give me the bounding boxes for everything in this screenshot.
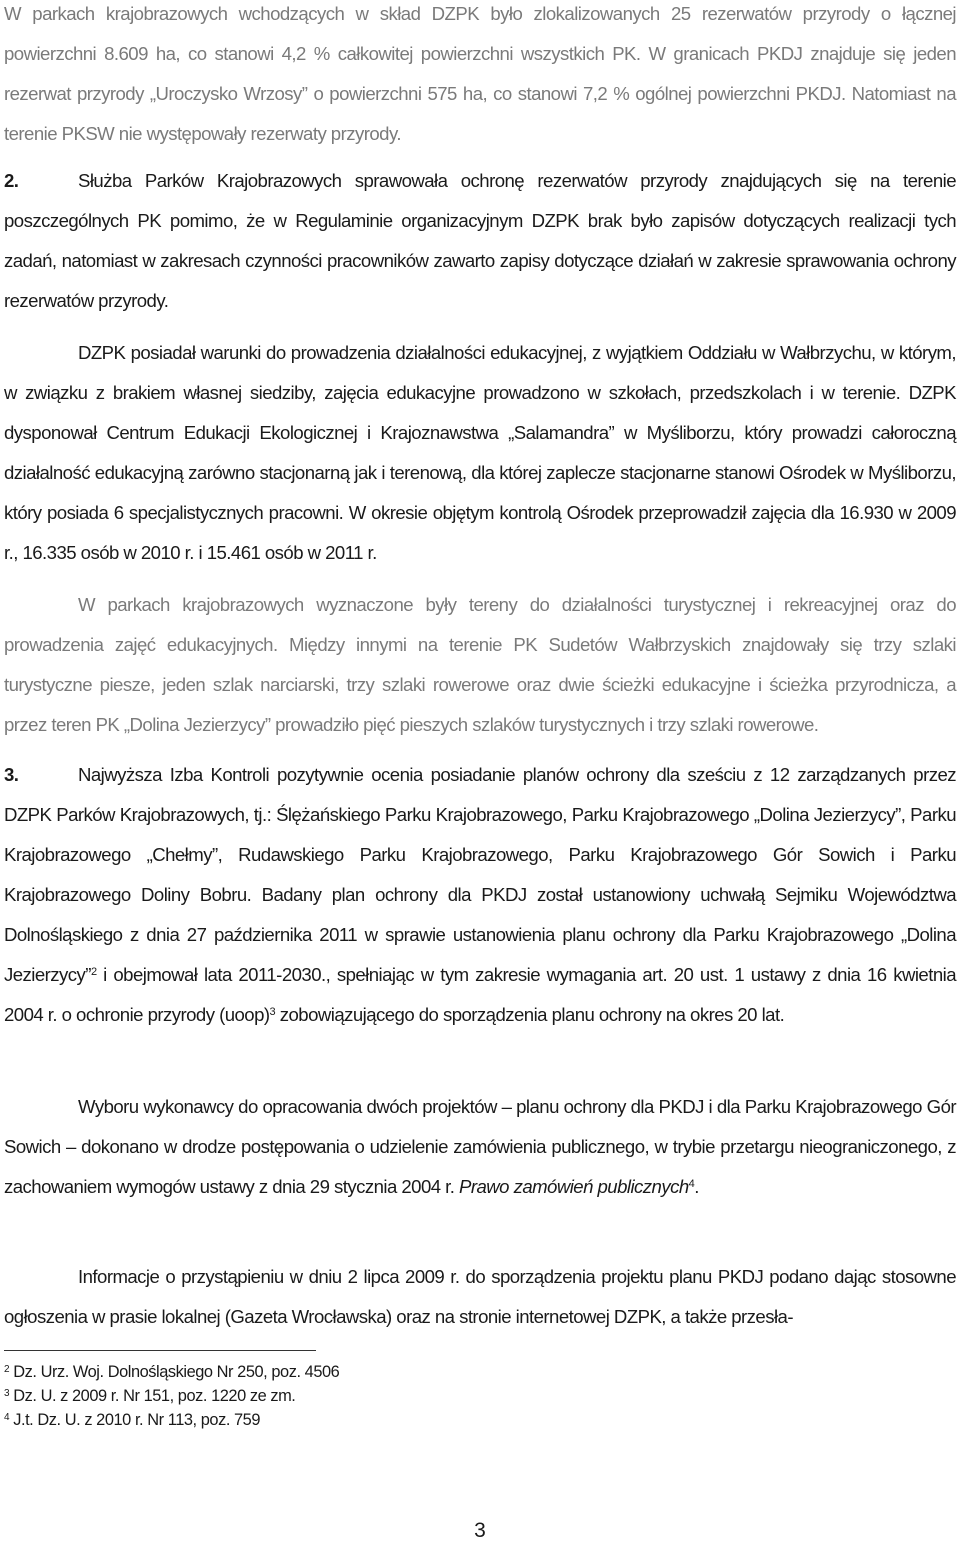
paragraph-announcement xyxy=(4,1257,956,1337)
paragraph-text: zobowiązującego do sporządzenia planu ochrony na okres 20 lat. xyxy=(275,1004,785,1025)
paragraph-text: Służba Parków Krajobrazowych sprawowała ochronę rezerwatów przyrody znajdujących się na terenie poszczególnych PK pomimo, że w Regulaminie organizacyjnym DZPK brak było zapisów dotyczących realizacji tych zadań, natomiast w zakresach czynności pracowników zawarto zapisy dotyczące działań w zakresie sprawowania ochrony rezerwatów przyrody. xyxy=(4,170,956,311)
footnote-item xyxy=(4,1360,704,1384)
paragraph-number: 3. xyxy=(4,764,19,785)
paragraph-text: Najwyższa Izba Kontroli pozytywnie ocenia posiadanie planów ochrony dla sześciu z 12 zarządzanych przez DZPK Parków Krajobrazowych, tj.: Ślężańskiego Parku Krajobrazowego, Parku Krajobrazowego „Dolina Jezierzycy”, Parku Krajobrazowego „Chełmy”, Rudawskiego Parku Krajobrazowego, Parku Krajobrazowego Gór Sowich i Parku Krajobrazowego Doliny Bobru. Badany plan ochrony dla PKDJ został ustanowiony uchwałą Sejmiku Województwa Dolnośląskiego z dnia 27 października 2011 w sprawie ustanowienia planu ochrony dla Parku Krajobrazowego „Dolina Jezierzycy” xyxy=(4,764,956,985)
law-title: Prawo zamówień publicznych xyxy=(459,1176,689,1197)
footnotes xyxy=(4,1360,704,1432)
footnote-text: Dz. U. z 2009 r. Nr 151, poz. 1220 ze zm. xyxy=(9,1387,296,1405)
page-number: 3 xyxy=(474,1519,486,1542)
footnote-item xyxy=(4,1408,704,1432)
footnote-number: 3 xyxy=(4,1388,10,1399)
footnote-separator xyxy=(4,1350,316,1351)
footnote-number: 4 xyxy=(4,1412,10,1423)
footnote-ref[interactable]: 4 xyxy=(688,1178,695,1190)
paragraph-text: . xyxy=(694,1176,699,1197)
paragraph-text: DZPK posiadał warunki do prowadzenia działalności edukacyjnej, z wyjątkiem Oddziału w Wałbrzychu, w którym, w związku z brakiem własnej siedziby, zajęcia edukacyjne prowadzono w szkołach, przedszkolach i w terenie. DZPK dysponował Centrum Edukacji Ekologicznej i Krajoznawstwa „Salamandra” w Myśliborzu, który prowadzi całoroczną działalność edukacyjną zarówno stacjonarną jak i terenową, dla której zaplecze stacjonarne stanowi Ośrodek w Myśliborzu, który posiada 6 specjalistycznych pracowni. W okresie objętym kontrolą Ośrodek przeprowadził zajęcia dla 16.930 w 2009 r., 16.335 osób w 2010 r. i 15.461 osób w 2011 r. xyxy=(4,342,956,563)
paragraph-number: 2. xyxy=(4,170,19,191)
footnote-ref[interactable]: 2 xyxy=(90,966,97,978)
footnote-ref[interactable]: 3 xyxy=(269,1006,276,1018)
paragraph-reserves xyxy=(4,0,956,154)
paragraph-tourism xyxy=(4,585,956,745)
paragraph-text: i obejmował lata 2011-2030., spełniając w tym zakresie wymagania art. 20 ust. 1 ustawy z dnia 16 kwietnia 2004 r. o ochronie przyrody (uoop) xyxy=(4,964,956,1025)
paragraph-2 xyxy=(4,161,956,321)
paragraph-text: Wyboru wykonawcy do opracowania dwóch projektów – planu ochrony dla PKDJ i dla Parku Krajobrazowego Gór Sowich – dokonano w drodze postępowania o udzielenie zamówienia publicznego, w trybie przetargu nieograniczonego, z zachowaniem wymogów ustawy z dnia 29 stycznia 2004 r. xyxy=(4,1096,956,1197)
footnote-number: 2 xyxy=(4,1364,10,1375)
paragraph-contractor xyxy=(4,1087,956,1207)
paragraph-3 xyxy=(4,755,956,1035)
paragraph-text: W parkach krajobrazowych wchodzących w skład DZPK było zlokalizowanych 25 rezerwatów przyrody o łącznej powierzchni 8.609 ha, co stanowi 4,2 % całkowitej powierzchni wszystkich PK. W granicach PKDJ znajduje się jeden rezerwat przyrody „Uroczysko Wrzosy” o powierzchni 575 ha, co stanowi 7,2 % ogólnej powierzchni PKDJ. Natomiast na terenie PKSW nie występowały rezerwaty przyrody. xyxy=(4,3,956,144)
footnote-text: Dz. Urz. Woj. Dolnośląskiego Nr 250, poz. 4506 xyxy=(9,1363,340,1381)
paragraph-text: W parkach krajobrazowych wyznaczone były tereny do działalności turystycznej i rekreacyjnej oraz do prowadzenia zajęć edukacyjnych. Między innymi na terenie PK Sudetów Wałbrzyskich znajdowały się trzy szlaki turystyczne piesze, jeden szlak narciarski, trzy szlaki rowerowe oraz dwie ścieżki edukacyjne i ścieżka przyrodnicza, a przez teren PK „Dolina Jezierzycy” prowadziło pięć pieszych szlaków turystycznych i trzy szlaki rowerowe. xyxy=(4,594,956,735)
paragraph-education xyxy=(4,333,956,573)
footnote-text: J.t. Dz. U. z 2010 r. Nr 113, poz. 759 xyxy=(9,1411,261,1429)
footnote-item xyxy=(4,1384,704,1408)
paragraph-text: Informacje o przystąpieniu w dniu 2 lipca 2009 r. do sporządzenia projektu planu PKDJ podano dając stosowne ogłoszenia w prasie lokalnej (Gazeta Wrocławska) oraz na stronie internetowej DZPK, a także przesła- xyxy=(4,1266,956,1327)
